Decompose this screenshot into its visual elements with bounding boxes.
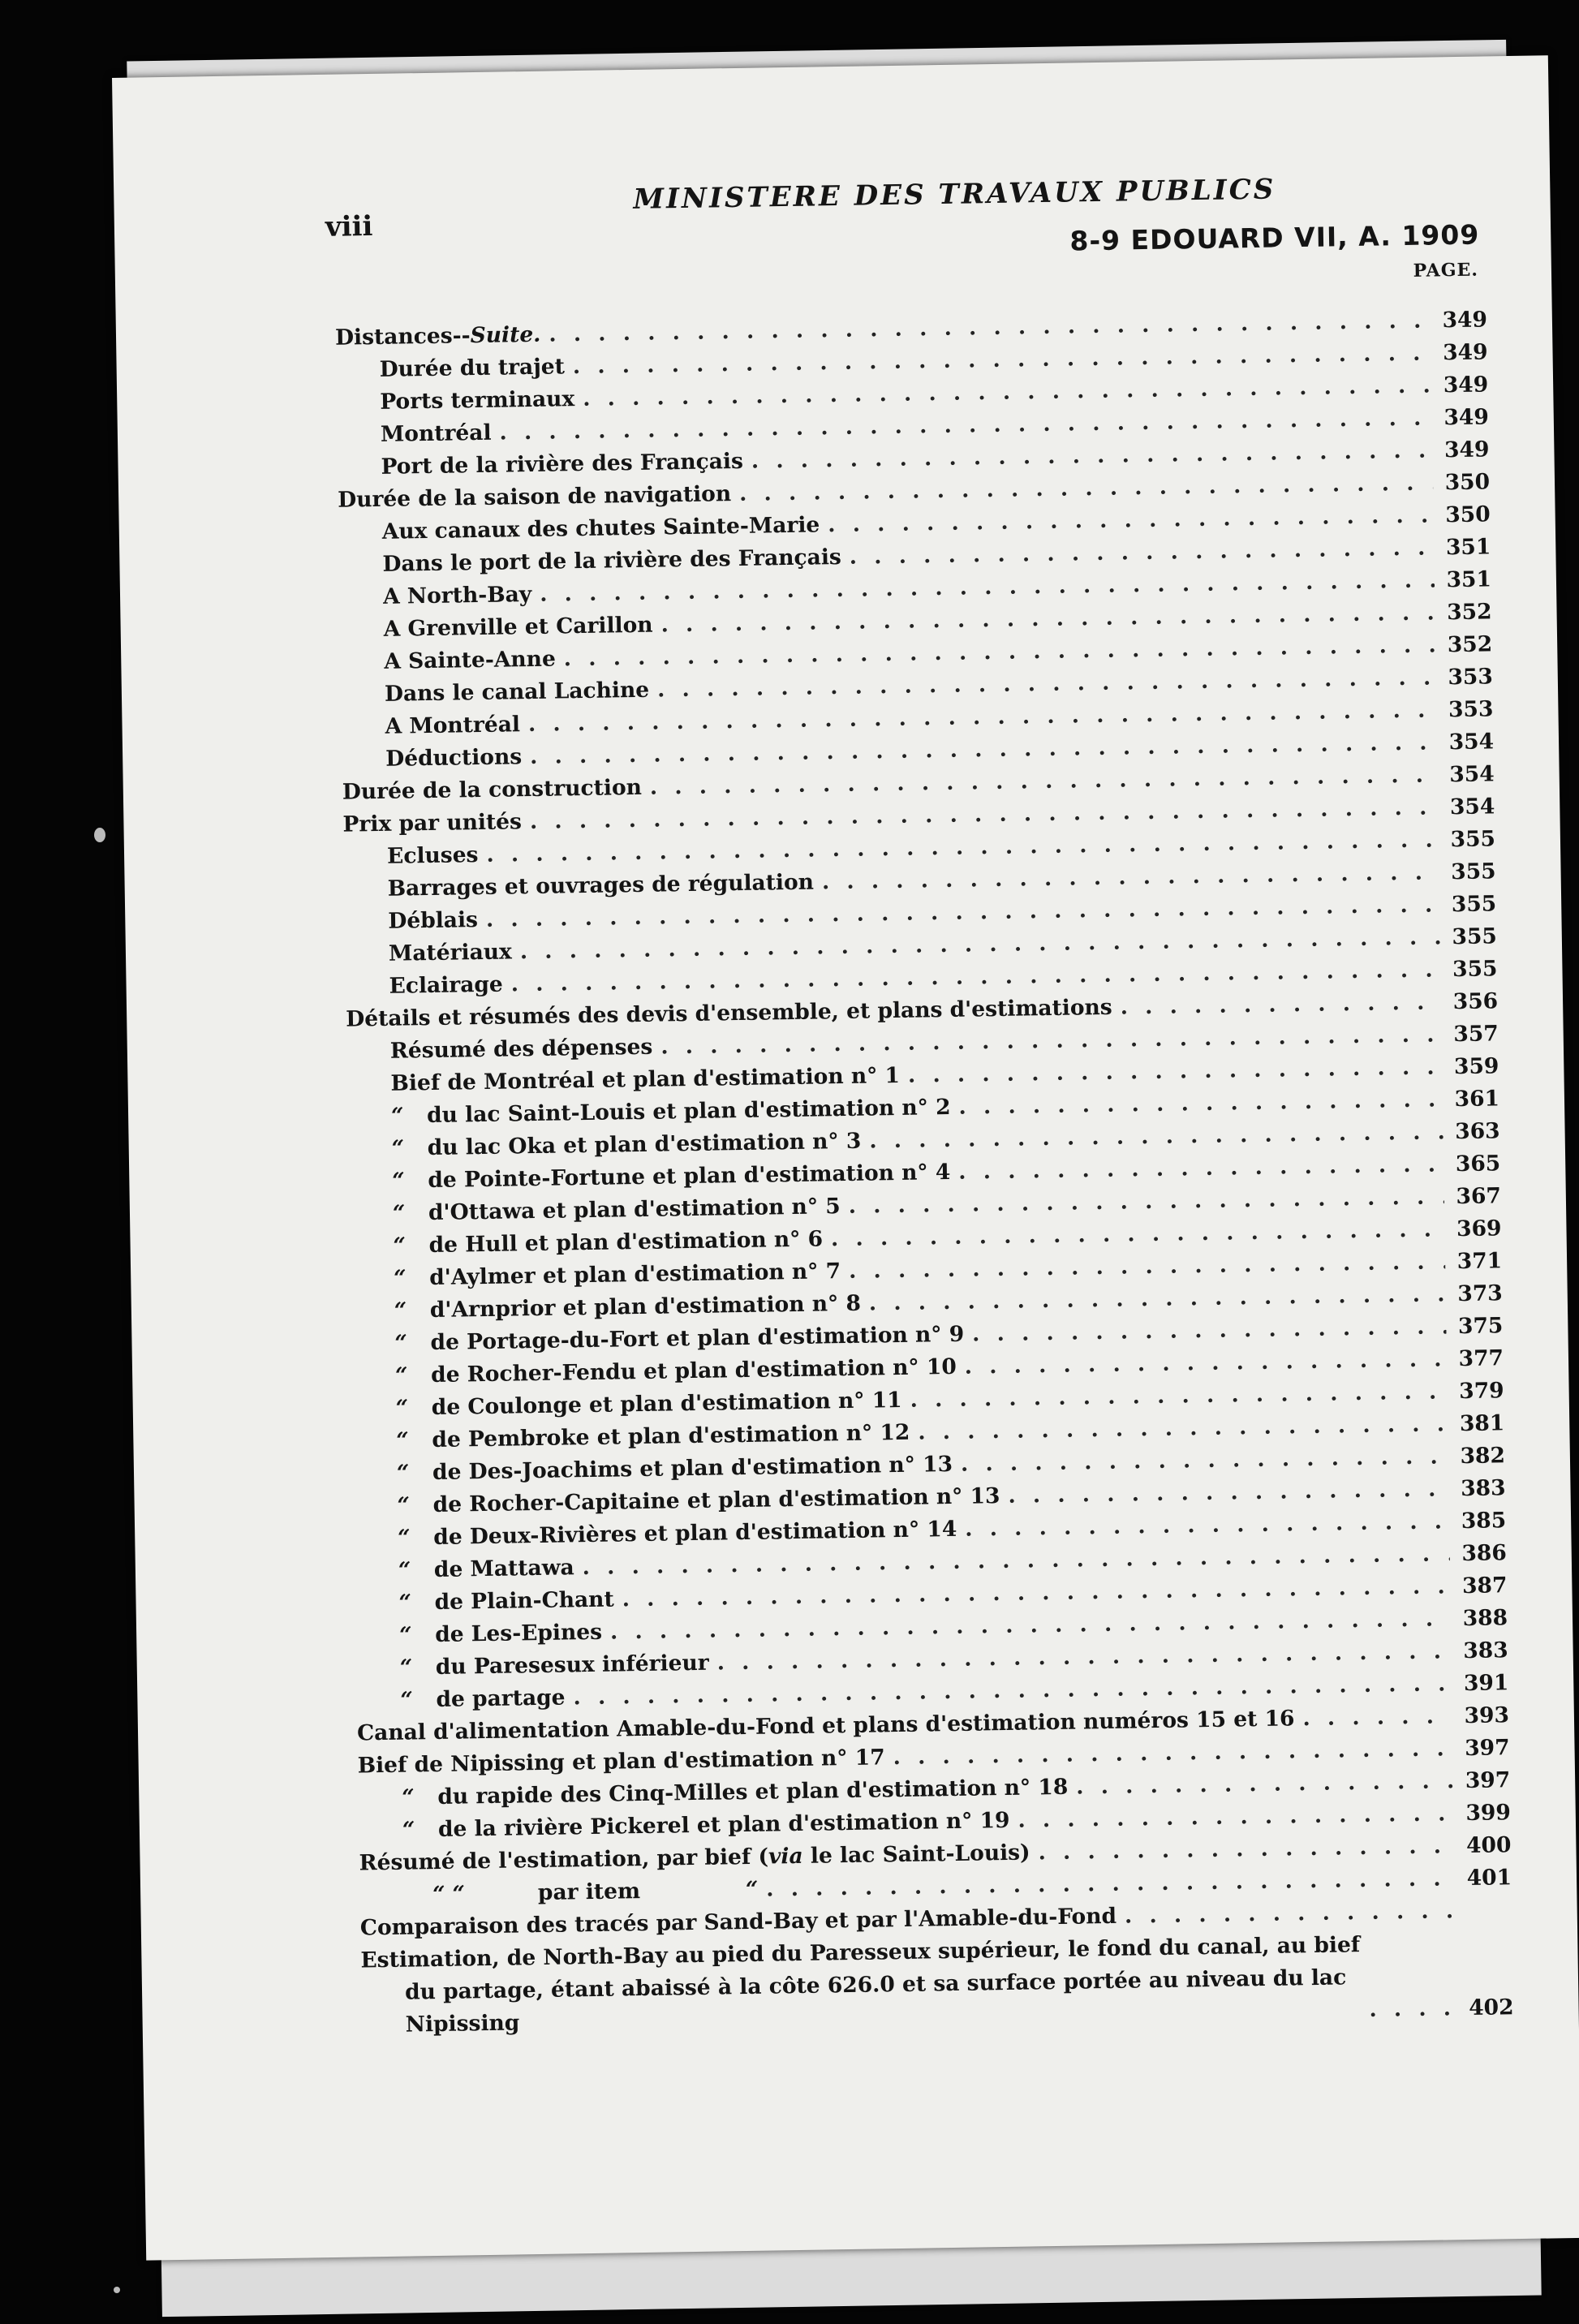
page-column-label: PAGE. [1413, 259, 1479, 282]
entry-label: Bief de Montréal et plan d'estimation n° 1 [390, 1062, 901, 1096]
entry-page: 351 [1446, 566, 1492, 593]
ditto-mark: “ [394, 1330, 408, 1356]
entry-page: 375 [1457, 1313, 1504, 1340]
ditto-mark: “ [393, 1233, 407, 1259]
entry-label: Ports terminaux [380, 386, 575, 415]
entry-page: 383 [1460, 1475, 1506, 1502]
entry-page: 365 [1455, 1151, 1501, 1177]
entry-page: 402 [1468, 1995, 1514, 2021]
ditto-mark: “ [399, 1655, 413, 1681]
dot-leader [1302, 1700, 1452, 1735]
entry-label: Durée du trajet [379, 354, 566, 382]
entry-label: A Sainte-Anne [384, 646, 557, 674]
entry-page: 359 [1453, 1053, 1499, 1080]
entry-page: 373 [1457, 1280, 1503, 1307]
dot-leader [1369, 1992, 1457, 2026]
entry-label: Estimation, de North-Bay au pied du Paresseux supérieur, le fond du canal, au bief du partage, étant abaissé à la côte 626.0 et sa surface portée au niveau du lac Nipissing [360, 1932, 1361, 2038]
entry-label: de Rocher-Capitaine et plan d'estimation n° 13 [432, 1483, 1000, 1518]
page-number: viii [325, 209, 373, 243]
entry-page: 397 [1464, 1735, 1510, 1762]
entry-label: d'Ottawa et plan d'estimation n° 5 [428, 1194, 841, 1226]
entry-label: Déblais [388, 907, 479, 934]
entry-label: du lac Saint-Louis et plan d'estimation n° 2 [426, 1094, 951, 1129]
entry-label: Dans le canal Lachine [384, 677, 650, 707]
entry-label: Détails et résumés des devis d'ensemble, et plans d'estimations [346, 994, 1112, 1032]
entry-page: 361 [1454, 1086, 1500, 1113]
entry-label: Résumé de l'estimation, par bief (via le lac Saint-Louis) [359, 1840, 1030, 1876]
entry-label: de partage [436, 1685, 566, 1712]
entry-page: 349 [1443, 404, 1490, 431]
entry-page: 352 [1447, 631, 1493, 658]
ditto-mark: “ [402, 1817, 415, 1843]
ditto-mark: “ [398, 1557, 411, 1583]
scan-speck [94, 828, 105, 842]
entry-page: 385 [1461, 1508, 1507, 1534]
entry-page: 355 [1451, 891, 1497, 918]
entry-label: Prix par unités [342, 809, 523, 837]
ditto-mark: “ [398, 1525, 411, 1551]
entry-page: 355 [1450, 826, 1496, 853]
entry-page: 387 [1461, 1573, 1508, 1599]
entry-page: 349 [1442, 339, 1488, 366]
entry-label: “ “ par item “ [432, 1876, 759, 1908]
ditto-mark: “ [398, 1590, 412, 1616]
entry-label: d'Aylmer et plan d'estimation n° 7 [429, 1259, 841, 1291]
entry-label: A Grenville et Carillon [383, 612, 653, 642]
entry-page: 357 [1453, 1021, 1499, 1048]
entry-label: de Portage-du-Fort et plan d'estimation n° 9 [430, 1321, 965, 1356]
entry-page: 367 [1456, 1183, 1502, 1210]
entry-label: du Paresesux inférieur [435, 1650, 709, 1680]
entry-label: Port de la rivière des Français [381, 448, 744, 480]
entry-label: Dans le port de la rivière des Français [382, 544, 842, 577]
ditto-mark: “ [395, 1395, 409, 1421]
entry-label: Montréal [380, 420, 492, 447]
entry-label: Barrages et ouvrages de régulation [387, 869, 815, 902]
entry-label: de Pointe-Fortune et plan d'estimation n° 4 [428, 1159, 951, 1194]
entry-page: 399 [1465, 1800, 1512, 1827]
entry-page: 354 [1449, 794, 1495, 820]
ditto-mark: “ [396, 1460, 410, 1486]
running-title: MINISTERE DES TRAVAUX PUBLICS [633, 173, 1276, 216]
entry-label: Durée de la construction [342, 774, 643, 805]
entry-page: 350 [1445, 501, 1491, 528]
entry-page: 382 [1460, 1443, 1506, 1470]
entry-page: 400 [1465, 1832, 1512, 1859]
ditto-mark: “ [392, 1200, 406, 1226]
entry-label: Distances--Suite. [334, 321, 541, 351]
entry-page: 363 [1455, 1118, 1500, 1145]
entry-page: 354 [1448, 729, 1495, 755]
entry-label: de Deux-Rivières et plan d'estimation n° 14 [433, 1516, 957, 1550]
ditto-mark: “ [400, 1687, 413, 1713]
entry-page: 369 [1456, 1216, 1502, 1242]
entry-page: 391 [1463, 1670, 1509, 1697]
entry-label: A Montréal [385, 712, 521, 739]
entry-page: 388 [1462, 1605, 1508, 1632]
entry-label: Eclairage [389, 971, 504, 999]
entry-label: Bief de Nipissing et plan d'estimation n° 17 [357, 1745, 885, 1779]
entry-page: 356 [1452, 988, 1499, 1015]
ditto-mark: “ [392, 1168, 405, 1194]
entry-label: de Rocher-Fendu et plan d'estimation n° 10 [430, 1354, 957, 1388]
entry-page: 349 [1442, 307, 1488, 334]
entry-label: de Pembroke et plan d'estimation n° 12 [432, 1419, 910, 1453]
entry-page: 383 [1463, 1638, 1508, 1664]
entry-page: 353 [1448, 664, 1494, 691]
entry-label: A North-Bay [382, 581, 532, 609]
entry-page: 401 [1466, 1865, 1512, 1891]
entry-page: 371 [1456, 1248, 1503, 1275]
entry-label: Comparaison des tracés par Sand-Bay et par l'Amable-du-Fond [359, 1903, 1117, 1941]
ditto-mark: “ [390, 1103, 404, 1129]
entry-page: 351 [1445, 534, 1491, 561]
table-of-contents [335, 303, 1514, 2042]
entry-page: 355 [1452, 956, 1498, 983]
entry-page: 352 [1446, 599, 1492, 626]
ditto-mark: “ [394, 1362, 408, 1388]
entry-page: 379 [1459, 1378, 1504, 1405]
entry-label: de Hull et plan d'estimation n° 6 [428, 1226, 824, 1259]
entry-page: 393 [1464, 1702, 1510, 1729]
dot-leader [1125, 1895, 1456, 1932]
entry-label: d'Arnprior et plan d'estimation n° 8 [429, 1290, 862, 1323]
entry-page: 397 [1465, 1767, 1511, 1794]
entry-page: 349 [1443, 372, 1489, 398]
session-reference: 8-9 EDOUARD VII, A. 1909 [1069, 218, 1480, 257]
ditto-mark: “ [391, 1135, 405, 1161]
entry-label: de Mattawa [433, 1555, 574, 1582]
entry-page: 386 [1461, 1540, 1508, 1567]
entry-page: 377 [1458, 1345, 1504, 1372]
ditto-mark: “ [394, 1298, 407, 1323]
entry-label: de Les-Epines [434, 1619, 603, 1647]
entry-page: 355 [1451, 859, 1496, 885]
ditto-mark: “ [398, 1622, 412, 1648]
entry-page: 354 [1449, 761, 1495, 788]
ditto-mark: “ [402, 1784, 415, 1810]
dot-leader [1120, 986, 1441, 1023]
entry-label: Ecluses [386, 842, 479, 869]
entry-page: 381 [1459, 1410, 1505, 1437]
entry-label: de la rivière Pickerel et plan d'estimation n° 19 [437, 1807, 1010, 1842]
entry-label: Déductions [385, 744, 523, 772]
ditto-mark: “ [397, 1492, 411, 1518]
entry-label: du lac Oka et plan d'estimation n° 3 [427, 1128, 862, 1161]
entry-label: Matériaux [388, 939, 513, 966]
entry-label: du rapide des Cinq-Milles et plan d'estimation n° 18 [437, 1774, 1069, 1810]
entry-label: de Des-Joachims et plan d'estimation n° 13 [432, 1451, 953, 1486]
entry-page: 355 [1452, 923, 1498, 950]
ditto-mark: “ [394, 1265, 407, 1291]
entry-label: Canal d'alimentation Amable-du-Fond et plans d'estimation numéros 15 et 16 [356, 1706, 1295, 1746]
ditto-mark: “ [396, 1427, 409, 1453]
entry-label: Aux canaux des chutes Sainte-Marie [381, 512, 820, 544]
entry-label: Durée de la saison de navigation [337, 481, 732, 513]
entry-page: 353 [1448, 696, 1494, 723]
entry-label: de Plain-Chant [434, 1586, 614, 1615]
scan-speck [114, 2287, 120, 2293]
toc-entry [360, 1926, 1514, 2042]
entry-page: 350 [1444, 469, 1491, 496]
entry-page: 349 [1443, 437, 1490, 463]
document-page [112, 55, 1579, 2260]
entry-label: de Coulonge et plan d'estimation n° 11 [431, 1387, 902, 1421]
entry-label: Résumé des dépenses [389, 1034, 653, 1064]
